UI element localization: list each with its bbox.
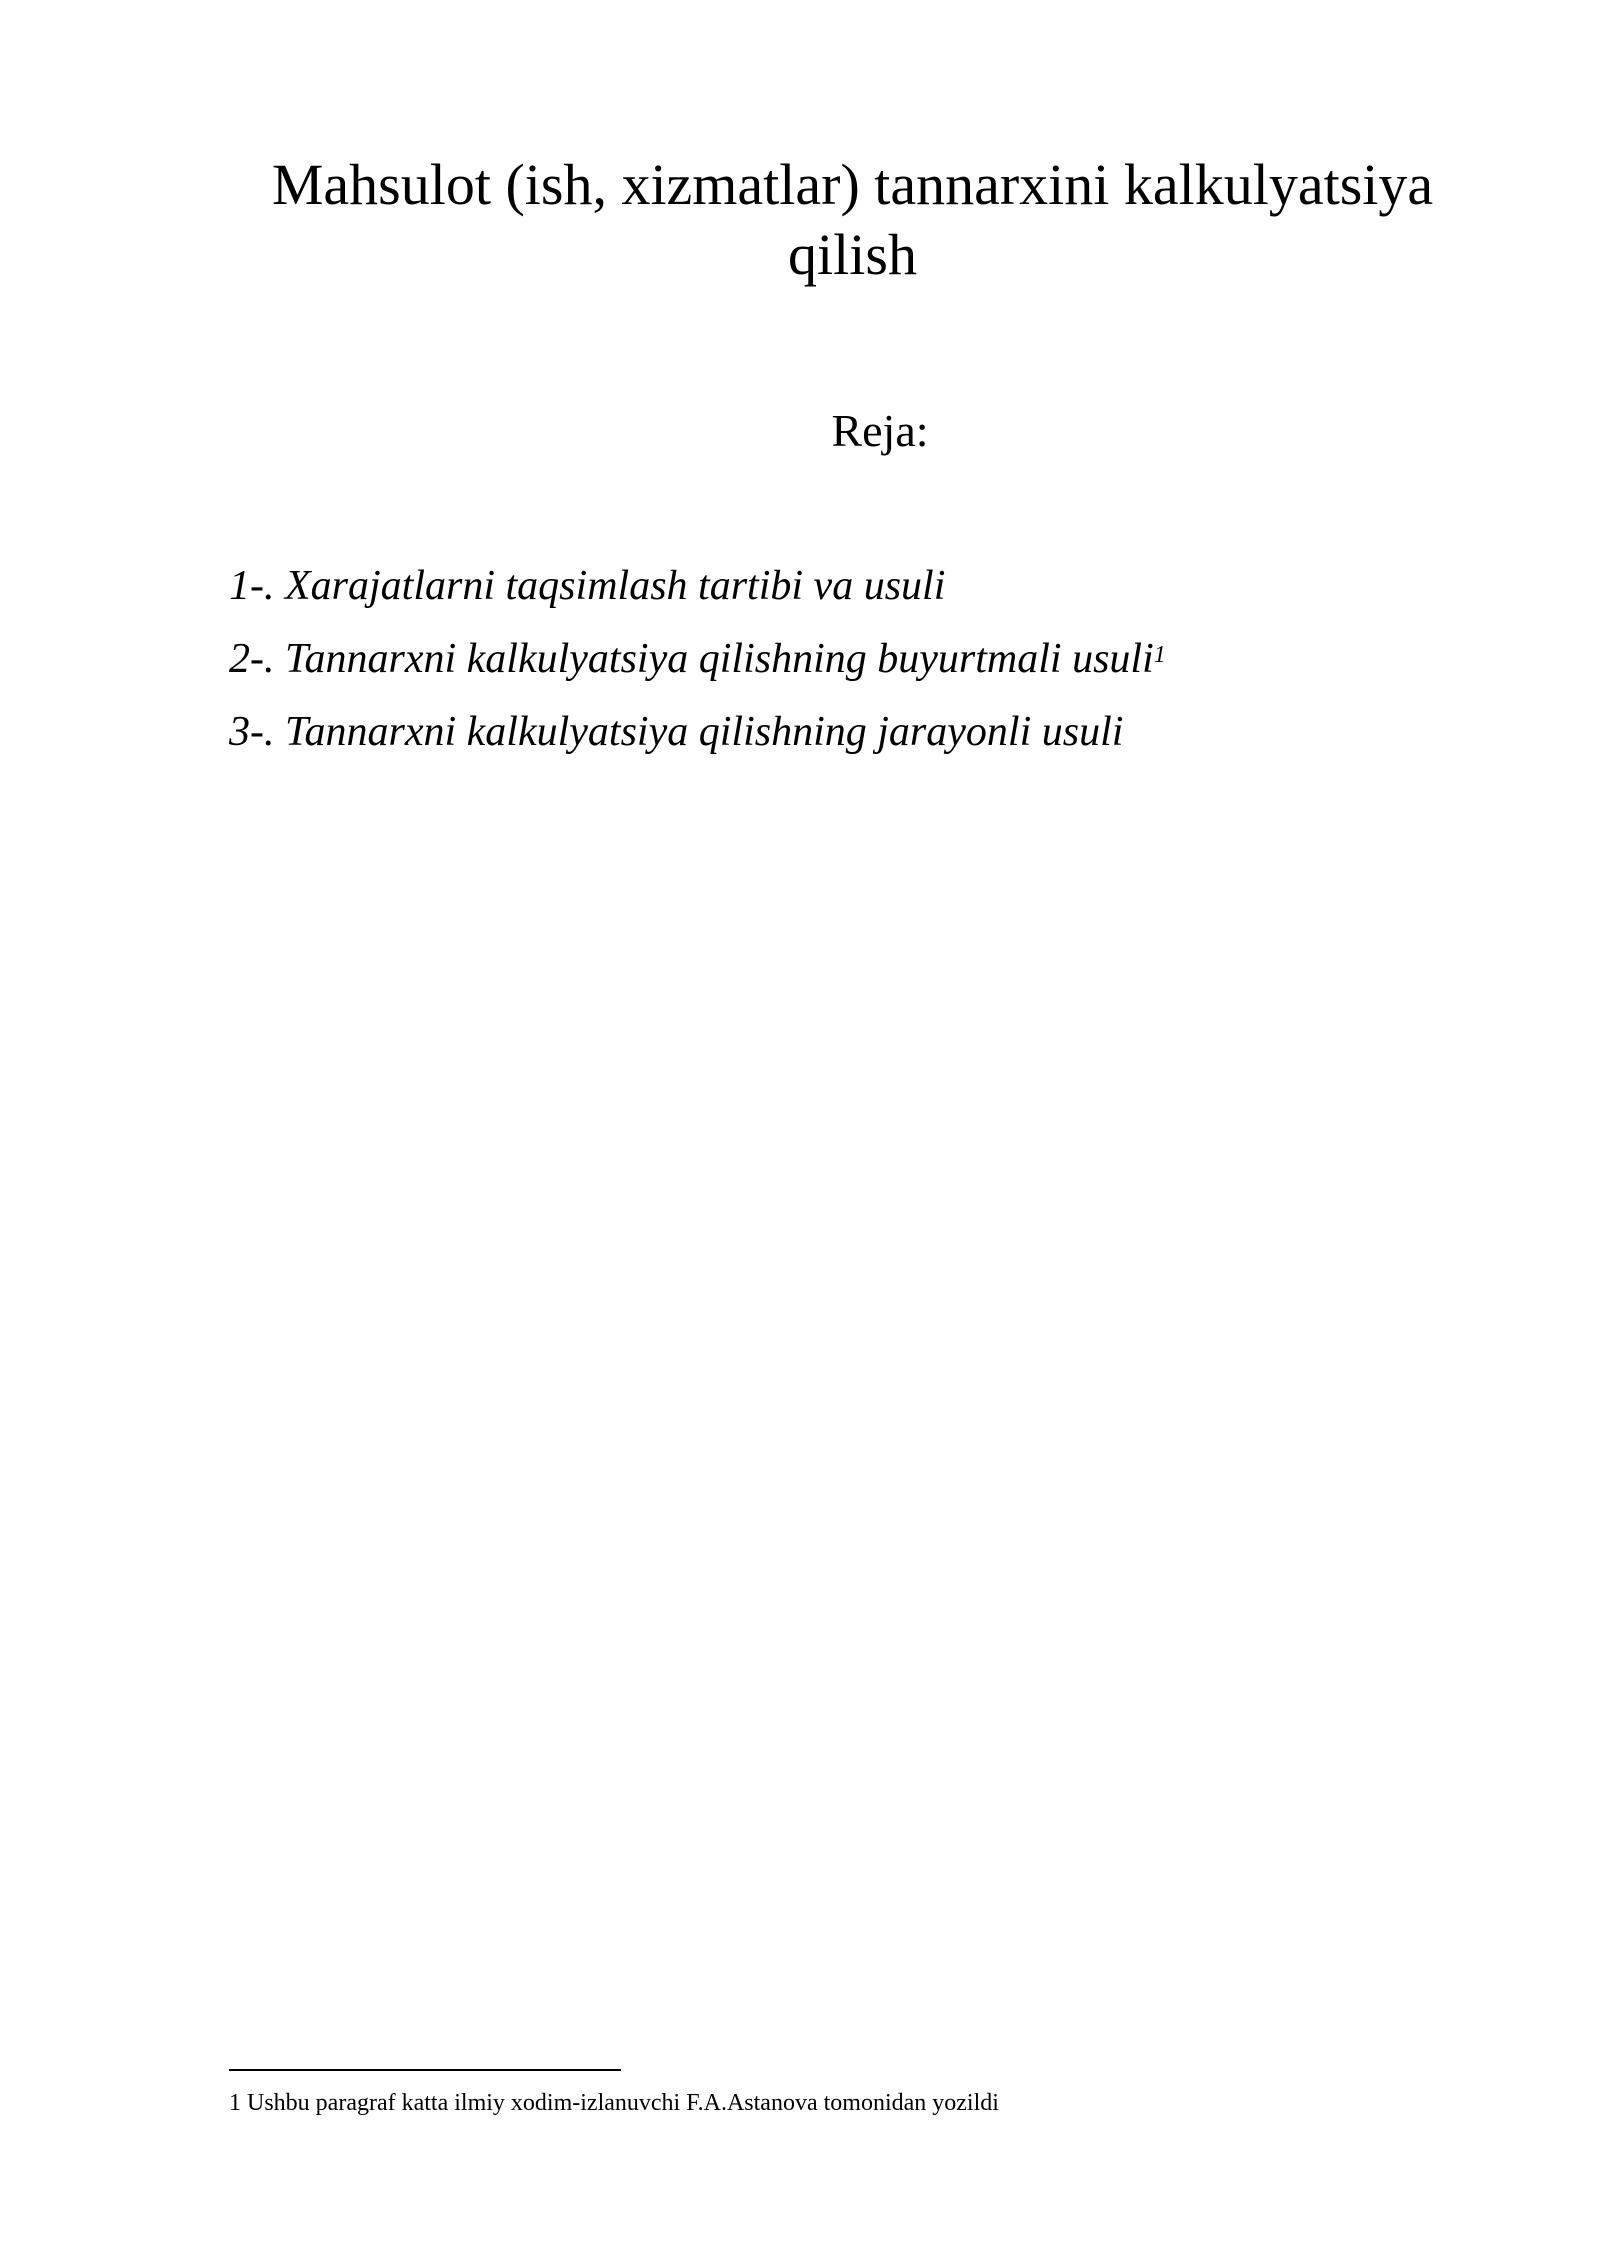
plan-item [229,696,1166,769]
footnote-reference[interactable]: 1 [1153,642,1166,668]
plan-item [229,550,1166,623]
plan-item-text: 3-. Tannarxni kalkulyatsiya qilishning jarayonli usuli [229,709,1124,755]
plan-item [229,623,1166,696]
plan-list [229,550,1166,769]
footnote-text: 1 Ushbu paragraf katta ilmiy xodim-izlanuvchi F.A.Astanova tomonidan yozildi [229,2090,999,2116]
plan-item-text: 2-. Tannarxni kalkulyatsiya qilishning buyurtmali usuli [229,636,1154,682]
footnote-separator [229,2069,621,2071]
page-title: Mahsulot (ish, xizmatlar) tannarxini kalkulyatsiya qilish [271,152,1434,287]
plan-item-text: 1-. Xarajatlarni taqsimlash tartibi va usuli [229,563,946,609]
plan-heading: Reja: [831,405,929,456]
